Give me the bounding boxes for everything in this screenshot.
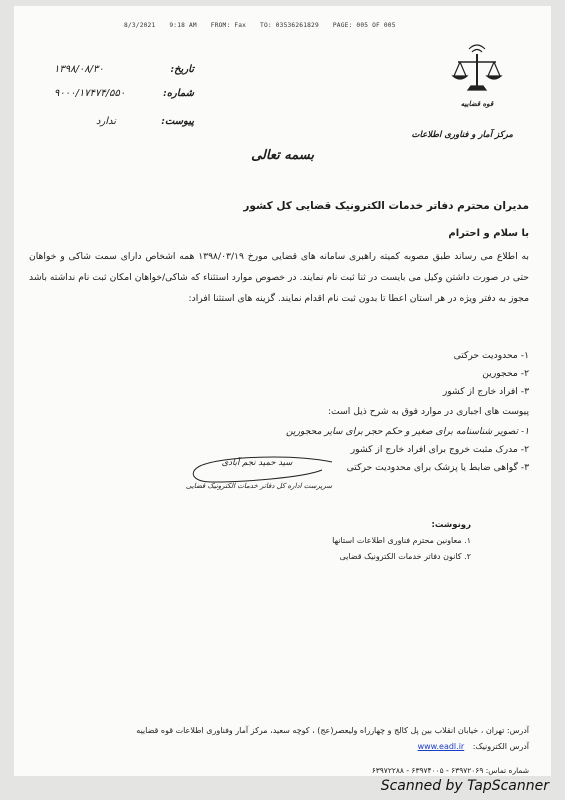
fax-date: 8/3/2021 — [124, 22, 156, 29]
list-item: ۳- گواهی ضابط یا پزشک برای محدودیت حرکتی — [346, 462, 529, 473]
letter-page — [14, 6, 551, 776]
list-item: ۱- محدودیت حرکتی — [453, 350, 529, 361]
exceptions-list — [29, 350, 529, 404]
date-value: ۱۳۹۸/۰۸/۳۰ — [54, 64, 104, 75]
number-label: شماره: — [163, 88, 194, 99]
fax-header — [124, 22, 454, 29]
cc-title: رونوشت: — [431, 520, 471, 530]
attachments-intro: پیوست های اجباری در موارد فوق به شرح ذیل است: — [327, 406, 529, 417]
emblem-caption: قوه قضاییه — [460, 99, 494, 108]
list-item: ۱- تصویر شناسنامه برای صغیر و حکم حجر برای سایر محجورین — [286, 426, 529, 437]
signatory-title: سرپرست اداره کل دفاتر خدمات الکترونیک قضایی — [185, 482, 333, 490]
judiciary-emblem-icon — [446, 44, 508, 114]
list-item: ۲- محجورین — [482, 368, 529, 379]
fax-time: 9:18 AM — [169, 22, 197, 29]
letter-salutation: با سلام و احترام — [448, 228, 529, 239]
bismillah-heading: بسمه تعالی — [251, 148, 314, 163]
signatory-name: سید حمید نجم آبادی — [221, 458, 293, 468]
fax-page: PAGE: 005 OF 005 — [332, 22, 396, 29]
cc-item: ۲. کانون دفاتر خدمات الکترونیک قضایی — [339, 552, 471, 561]
footer-phones: شماره تماس: ۶۳۹۷۲۰۶۹ - ۶۳۹۷۴۰۰۵ - ۶۳۹۷۲۲۸۸ — [371, 766, 529, 775]
date-label: تاریخ: — [170, 64, 194, 75]
list-item: ۳- افراد خارج از کشور — [442, 386, 529, 397]
letter-addressee: مدیران محترم دفاتر خدمات الکترونیک قضایی کل کشور — [243, 200, 529, 212]
number-value: ۹۰۰۰/۱۷۴۷۴/۵۵۰ — [54, 88, 126, 99]
cc-item: ۱. معاونین محترم فناوری اطلاعات استانها — [332, 536, 471, 545]
letter-body: به اطلاع می رساند طبق مصوبه کمیته راهبری سامانه های قضایی مورخ ۱۳۹۸/۰۳/۱۹ همه اشخاص دارای سمت شاکی و خواهان حتی در صورت داشتن وکیل می بایست در ثنا ثبت نام نمایند. در خصوص موارد استثناء که شاکی/خواهان امکان ثبت نام نداشته باشد مجوز به دفتر ویژه در هر استان اعطا تا بدون ثبت نام اقدام نمایند. گزینه های استثنا افراد: — [29, 251, 529, 304]
date-row — [54, 64, 194, 78]
cc-block — [251, 520, 471, 568]
footer-web-link[interactable]: www.eadl.ir — [417, 742, 465, 751]
attachment-label: پیوست: — [161, 116, 194, 127]
organization-name: مرکز آمار و فناوری اطلاعات — [411, 130, 513, 140]
footer-web — [29, 742, 529, 751]
list-item: ۲- مدرک مثبت خروج برای افراد خارج از کشور — [350, 444, 529, 455]
scanner-watermark: Scanned by TapScanner — [380, 778, 549, 794]
attachment-row — [54, 116, 194, 130]
fax-from: FROM: Fax — [210, 22, 247, 29]
footer-web-label: آدرس الکترونیک: — [472, 742, 529, 751]
footer-address: آدرس: تهران ، خیابان انقلاب بین پل کالج و چهارراه ولیعصر(عج) ، کوچه سعید، مرکز آمار وفناوری اطلاعات قوه قضاییه — [136, 726, 529, 735]
number-row — [54, 88, 194, 102]
fax-to: TO: 03536261829 — [260, 22, 319, 29]
attachment-value: ندارد — [96, 116, 117, 127]
